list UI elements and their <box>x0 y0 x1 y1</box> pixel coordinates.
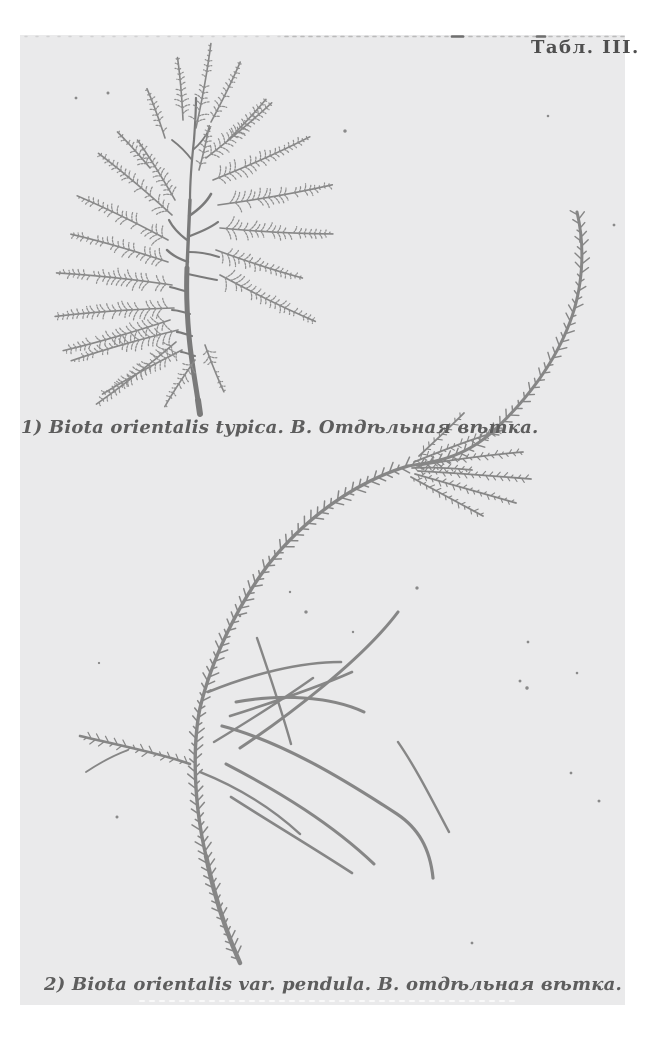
paper-specks <box>75 92 616 945</box>
plate-number-label: Табл. III. <box>531 37 640 58</box>
illustration-biota-pendula <box>80 211 589 963</box>
illustration-biota-typica <box>55 44 333 415</box>
figure-1-caption: 1) Biota orientalis typica. В. Отдѣльная вѣтка. <box>21 417 539 438</box>
figure-2-caption: 2) Biota orientalis var. pendula. В. отдѣльная вѣтка. <box>44 974 622 995</box>
